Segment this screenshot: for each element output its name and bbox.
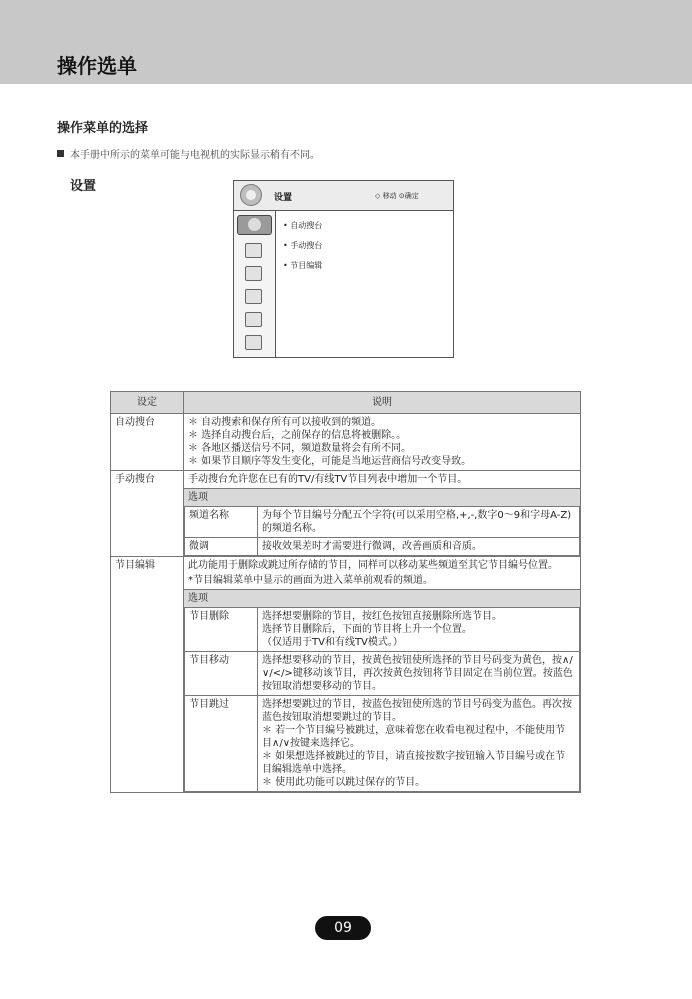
page-title: 操作选单 [57,54,137,78]
lock-icon [245,312,262,327]
desc-line: 手动搜台允许您在已有的TV/有线TV节目列表中增加一个节目。 [184,471,580,489]
note-text: 本手册中所示的菜单可能与电视机的实际显示稍有不同。 [70,150,320,161]
row-label: 自动搜台 [111,414,184,471]
row-manual-tuning [111,471,581,557]
picture-icon [245,243,262,258]
option-desc: 接收效果差时才需要进行微调，改善画质和音质。 [258,538,580,556]
setup-disc-icon [240,184,262,206]
osd-item-list [283,216,322,276]
option-desc [258,696,580,792]
option-desc [258,652,580,696]
clock-icon [245,289,262,304]
row-label: 手动搜台 [111,471,184,557]
film-icon [245,335,262,350]
setup-icon [237,215,272,235]
option-desc [258,608,580,652]
desc-line: 选择想要跳过的节目，按蓝色按钮使所选的节目号码变为蓝色。再次按蓝色按钮取消想要跳过的节目。 [262,699,572,723]
desc-line: ＊ 自动搜索和保存所有可以接收到的频道。 [188,417,382,428]
option-desc: 为每个节目编号分配五个字符(可以采用空格,+,-,数字0～9和字母A-Z)的频道名称。 [258,507,580,538]
row-label: 节目编辑 [111,557,184,793]
option-name: 频道名称 [185,507,258,538]
osd-hint: ◇ 移动 ⊙确定 [375,192,419,200]
desc-line: 选择想要移动的节目，按黄色按钮使所选择的节目号码变为黄色，按∧/∨/</>键移动该节目，再次按黄色按钮将节目固定在当前位置。按蓝色按钮取消想要移动的节目。 [262,655,573,692]
desc-line: 选择想要删除的节目，按红色按钮直接删除所选节目。 [262,611,502,622]
row-description [184,414,581,471]
bullet-square-icon [57,150,64,157]
desc-line: *节目编辑菜单中显示的画面为进入菜单前观看的频道。 [184,574,580,590]
osd-header [234,181,453,211]
row-description [184,557,581,793]
osd-sidebar [234,211,276,357]
header-description: 说明 [184,392,581,414]
desc-line: 此功能用于删除或跳过所存储的节目，同样可以移动某些频道至其它节目编号位置。 [188,560,558,571]
option-name: 节目跳过 [185,696,258,792]
settings-table [110,391,581,793]
option-name: 节目移动 [185,652,258,696]
options-label: 选项 [184,489,580,507]
desc-line: ＊ 若一个节目编号被跳过，意味着您在收看电视过程中，不能使用节目∧/∨按键来选择它。 [262,725,566,749]
section-title: 操作菜单的选择 [57,121,149,136]
desc-line: 选择节目删除后，下面的节目将上升一个位置。 [262,624,472,635]
desc-line: ＊ 各地区播送信号不同，频道数量将会有所不同。 [188,443,412,454]
options-table [184,507,580,556]
row-auto-tuning [111,414,581,471]
row-description [184,471,581,557]
osd-item-manual: • 手动搜台 [283,241,323,250]
osd-setup-menu [233,180,454,358]
page-number: 09 [315,916,371,940]
option-name: 微调 [185,538,258,556]
osd-item-auto: • 自动搜台 [283,221,323,230]
desc-line: ＊ 如果节目顺序等发生变化，可能是当地运营商信号改变导致。 [188,456,472,467]
header-setting: 设定 [111,392,184,414]
desc-line: ＊ 选择自动搜台后，之前保存的信息将被删除。。 [188,430,407,441]
desc-line: ＊ 使用此功能可以跳过保存的节目。 [262,777,426,788]
desc-line: ＊ 如果想选择被跳过的节目，请直接按数字按钮输入节目编号或在节目编辑选单中选择。 [262,751,566,775]
osd-item-edit: • 节目编辑 [283,261,323,270]
desc-line: （仅适用于TV和有线TV模式。） [262,637,403,648]
option-name: 节目删除 [185,608,258,652]
osd-title: 设置 [274,193,293,203]
row-program-edit [111,557,581,793]
page-header [0,0,692,84]
options-label: 选项 [184,590,580,608]
options-table [184,608,580,792]
note [57,146,320,161]
sub-title: 设置 [70,179,97,194]
sound-icon [245,266,262,281]
